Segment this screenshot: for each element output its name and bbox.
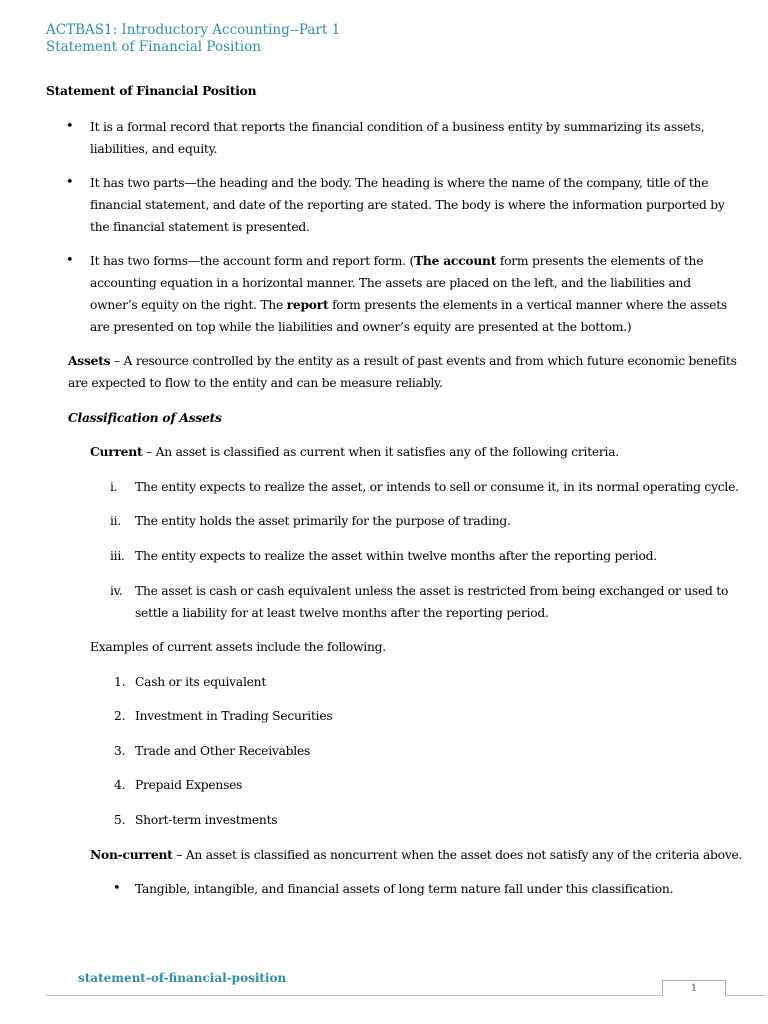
criterion-text: The entity expects to realize the asset, or intends to sell or consume it, in its normal operating cycle. — [135, 480, 739, 494]
example-marker: 4. — [114, 778, 126, 792]
example-marker: 1. — [114, 675, 126, 689]
examples-intro: Examples of current assets include the following. — [90, 640, 386, 654]
bullet-3-text: It has two forms—the account form and report form. ( — [90, 254, 415, 268]
page-header — [46, 22, 340, 56]
assets-definition: – A resource controlled by the entity as a result of past events and from which future economic benefits — [110, 354, 737, 368]
bullet-3-text: form presents the elements in a vertical manner where the assets — [328, 298, 727, 312]
example-item: Cash or its equivalent — [135, 675, 267, 689]
bullet-2-line-2: financial statement, and date of the reporting are stated. The body is where the information purported by — [90, 198, 725, 212]
noncurrent-definition-text: – An asset is classified as noncurrent when the asset does not satisfy any of the criteria above. — [172, 848, 743, 862]
criterion-text: The entity expects to realize the asset within twelve months after the reporting period. — [135, 549, 657, 563]
noncurrent-term: Non-current — [90, 847, 173, 862]
criterion-marker: iii. — [110, 549, 125, 563]
section-title: Statement of Financial Position — [46, 83, 257, 98]
example-item: Prepaid Expenses — [135, 778, 243, 792]
example-item: Trade and Other Receivables — [135, 744, 311, 758]
noncurrent-definition — [90, 844, 742, 866]
footer-label: statement-of-financial-position — [78, 971, 287, 985]
bullet-3-line-2: accounting equation in a horizontal manner. The assets are placed on the left, and the liabilities and — [90, 276, 691, 290]
report-form-term: report — [286, 297, 329, 312]
bullet-3-line-4: are presented on top while the liabilities and owner’s equity are presented at the bottom.) — [90, 320, 632, 334]
assets-definition-line-1 — [68, 350, 737, 372]
bullet-marker: • — [66, 119, 74, 134]
assets-definition-line-2: are expected to flow to the entity and can be measure reliably. — [68, 376, 443, 390]
bullet-3-text: form presents the elements of the — [496, 254, 704, 268]
assets-term: Assets — [68, 353, 111, 368]
criterion-text: The entity holds the asset primarily for the purpose of trading. — [135, 514, 511, 528]
bullet-1-line-1: It is a formal record that reports the financial condition of a business entity by summarizing its assets, — [90, 120, 705, 134]
classification-heading: Classification of Assets — [68, 410, 222, 425]
current-definition-text: – An asset is classified as current when it satisfies any of the following criteria. — [142, 445, 619, 459]
bullet-3-text: owner’s equity on the right. The — [90, 298, 287, 312]
bullet-marker: • — [66, 253, 74, 268]
course-title: ACTBAS1: Introductory Accounting--Part 1 — [46, 22, 341, 38]
example-item: Short-term investments — [135, 813, 278, 827]
example-marker: 3. — [114, 744, 126, 758]
account-form-term: The account — [414, 253, 497, 268]
example-marker: 2. — [114, 709, 126, 723]
bullet-3-line-3 — [90, 294, 727, 316]
current-definition — [90, 441, 619, 463]
page-number: 1 — [662, 980, 726, 996]
bullet-2-line-1: It has two parts—the heading and the body. The heading is where the name of the company, title of the — [90, 176, 709, 190]
bullet-3-line-1 — [90, 250, 703, 272]
example-item: Investment in Trading Securities — [135, 709, 333, 723]
example-marker: 5. — [114, 813, 126, 827]
noncurrent-bullet: Tangible, intangible, and financial assets of long term nature fall under this classification. — [135, 882, 674, 896]
criterion-marker: ii. — [110, 514, 122, 528]
bullet-2-line-3: the financial statement is presented. — [90, 220, 310, 234]
current-term: Current — [90, 444, 143, 459]
criterion-marker: i. — [110, 480, 118, 494]
topic-title: Statement of Financial Position — [46, 39, 261, 55]
criterion-text: settle a liability for at least twelve months after the reporting period. — [135, 606, 549, 620]
footer-divider — [46, 995, 766, 996]
criterion-marker: iv. — [110, 584, 123, 598]
bullet-1-line-2: liabilities, and equity. — [90, 142, 218, 156]
bullet-marker: • — [113, 881, 121, 896]
bullet-marker: • — [66, 175, 74, 190]
criterion-text: The asset is cash or cash equivalent unless the asset is restricted from being exchanged or used to — [135, 584, 729, 598]
